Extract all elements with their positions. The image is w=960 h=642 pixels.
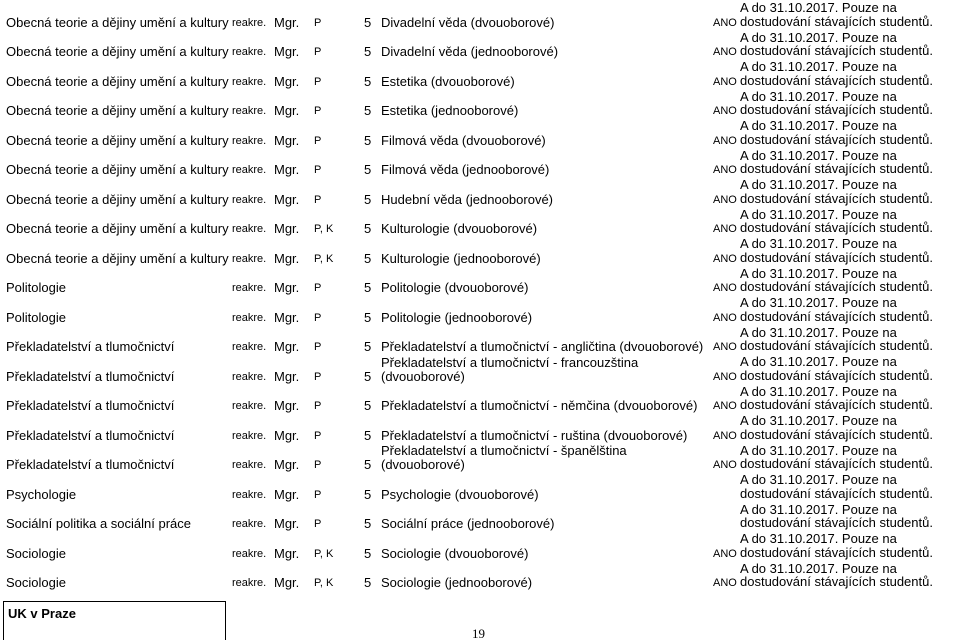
- specialization: Překladatelství a tlumočnictví - ruština (dvouoborové): [381, 427, 688, 443]
- approval-flag: ANO: [713, 459, 737, 471]
- study-type: P: [314, 16, 322, 29]
- study-type: P: [314, 488, 322, 501]
- degree: Mgr.: [274, 486, 300, 502]
- table-row: [0, 0, 960, 30]
- study-type: P: [314, 311, 322, 324]
- validity-note: A do 31.10.2017. Pouze na dostudování stávajících studentů.: [740, 324, 933, 353]
- table-row: [0, 472, 960, 502]
- degree: Mgr.: [274, 14, 300, 30]
- degree: Mgr.: [274, 368, 300, 384]
- approval-flag: ANO: [713, 193, 737, 206]
- field-of-study: [0, 59, 232, 89]
- field-of-study-text: Obecná teorie a dějiny umění a kultury: [6, 162, 229, 177]
- study-length: 5: [364, 44, 372, 59]
- validity-note: A do 31.10.2017. Pouze na dostudování stávajících studentů.: [740, 560, 933, 589]
- field-of-study: [0, 118, 232, 148]
- field-of-study: [0, 384, 232, 414]
- accreditation-form: reakre.: [232, 252, 267, 265]
- specialization: Překladatelství a tlumočnictví - francouzština (dvouoborové): [381, 354, 639, 384]
- field-of-study-text: Obecná teorie a dějiny umění a kultury: [6, 44, 229, 59]
- accreditation-form: reakre.: [232, 16, 267, 29]
- field-of-study: [0, 443, 232, 473]
- approval-flag: ANO: [713, 252, 737, 265]
- degree: Mgr.: [274, 545, 300, 561]
- study-length: 5: [364, 575, 372, 590]
- accreditation-form: reakre.: [232, 341, 267, 353]
- field-of-study: [0, 177, 232, 207]
- table-row: [0, 207, 960, 237]
- validity-note: A do 31.10.2017. Pouze na dostudování stávajících studentů.: [740, 147, 933, 176]
- approval-flag: ANO: [713, 429, 737, 442]
- accreditation-form: reakre.: [232, 518, 267, 530]
- study-length: 5: [364, 132, 372, 148]
- study-length: 5: [364, 545, 372, 561]
- field-of-study-text: Obecná teorie a dějiny umění a kultury: [6, 191, 229, 207]
- study-length: 5: [364, 221, 372, 236]
- approval-flag: ANO: [713, 282, 737, 294]
- accreditation-form: reakre.: [232, 577, 267, 589]
- approval-flag: ANO: [713, 134, 737, 147]
- study-type: P: [314, 370, 322, 383]
- specialization: Sociologie (dvouoborové): [381, 545, 529, 561]
- field-of-study-text: Sociální politika a sociální práce: [6, 516, 191, 531]
- degree: Mgr.: [274, 250, 300, 266]
- accreditation-form: reakre.: [232, 193, 267, 206]
- field-of-study-text: Překladatelství a tlumočnictví: [6, 427, 175, 443]
- validity-note: A do 31.10.2017. Pouze na dostudování stávajících studentů.: [740, 295, 933, 324]
- validity-note: A do 31.10.2017. Pouze na dostudování stávajících studentů.: [740, 206, 933, 235]
- study-type: P, K: [314, 577, 334, 589]
- approval-flag: ANO: [713, 370, 737, 383]
- accreditation-form: reakre.: [232, 282, 267, 294]
- validity-note: A do 31.10.2017. Pouze na dostudování stávajících studentů.: [740, 0, 933, 29]
- study-type: P: [314, 518, 322, 530]
- approval-flag: ANO: [713, 16, 737, 29]
- field-of-study: [0, 0, 232, 30]
- validity-note: A do 31.10.2017. Pouze na dostudování stávajících studentů.: [740, 354, 933, 383]
- table-row: [0, 531, 960, 561]
- validity-note: A do 31.10.2017. Pouze na dostudování stávajících studentů.: [740, 29, 933, 58]
- specialization: Překladatelství a tlumočnictví - španělština (dvouoborové): [381, 443, 627, 472]
- specialization: Hudební věda (jednooborové): [381, 191, 554, 207]
- table-row: [0, 59, 960, 89]
- table-row: [0, 354, 960, 384]
- specialization: Divadelní věda (jednooborové): [381, 44, 559, 59]
- accreditation-form: reakre.: [232, 46, 267, 58]
- accreditation-form: reakre.: [232, 223, 267, 235]
- study-type: P: [314, 341, 322, 353]
- degree: Mgr.: [274, 575, 300, 590]
- degree: Mgr.: [274, 398, 300, 413]
- study-type: P: [314, 459, 322, 471]
- accreditation-form: reakre.: [232, 459, 267, 471]
- table-row: [0, 325, 960, 355]
- approval-flag: ANO: [713, 75, 737, 88]
- validity-note: A do 31.10.2017. Pouze na dostudování stávajících studentů.: [740, 531, 933, 560]
- accreditation-form: reakre.: [232, 164, 267, 176]
- specialization: Sociální práce (jednooborové): [381, 516, 555, 531]
- specialization: Překladatelství a tlumočnictví - němčina (dvouoborové): [381, 398, 698, 413]
- validity-note: A do 31.10.2017. Pouze na dostudování stávajících studentů.: [740, 413, 933, 442]
- approval-flag: ANO: [713, 311, 737, 324]
- specialization: Kulturologie (dvouoborové): [381, 221, 538, 236]
- study-type: P: [314, 193, 322, 206]
- field-of-study-text: Překladatelství a tlumočnictví: [6, 457, 175, 472]
- specialization: Estetika (dvouoborové): [381, 73, 515, 89]
- degree: Mgr.: [274, 73, 300, 89]
- field-of-study-text: Sociologie: [6, 545, 66, 561]
- table-row: [0, 30, 960, 60]
- degree: Mgr.: [274, 221, 300, 236]
- approval-flag: ANO: [713, 577, 737, 589]
- validity-note: A do 31.10.2017. Pouze na dostudování stávajících studentů.: [740, 177, 933, 206]
- field-of-study-text: Obecná teorie a dějiny umění a kultury: [6, 73, 229, 89]
- specialization: Politologie (jednooborové): [381, 309, 533, 325]
- specialization: Překladatelství a tlumočnictví - angličtina (dvouoborové): [381, 339, 704, 354]
- table-row: [0, 236, 960, 266]
- table-row: [0, 266, 960, 296]
- field-of-study: [0, 531, 232, 561]
- study-length: 5: [364, 398, 372, 413]
- field-of-study: [0, 354, 232, 384]
- specialization: Sociologie (jednooborové): [381, 575, 533, 590]
- degree: Mgr.: [274, 103, 300, 118]
- field-of-study-text: Obecná teorie a dějiny umění a kultury: [6, 132, 229, 148]
- validity-note: A do 31.10.2017. Pouze na dostudování stávajících studentů.: [740, 501, 933, 530]
- table-row: [0, 177, 960, 207]
- field-of-study: [0, 325, 232, 355]
- accreditation-form: reakre.: [232, 75, 267, 88]
- accreditation-form: reakre.: [232, 547, 267, 560]
- table-row: [0, 443, 960, 473]
- study-type: P, K: [314, 547, 334, 560]
- field-of-study-text: Obecná teorie a dějiny umění a kultury: [6, 221, 229, 236]
- degree: Mgr.: [274, 132, 300, 148]
- field-of-study: [0, 30, 232, 60]
- field-of-study: [0, 561, 232, 591]
- study-type: P: [314, 134, 322, 147]
- field-of-study: [0, 472, 232, 502]
- table-row: [0, 561, 960, 591]
- study-type: P: [314, 400, 322, 412]
- page-number: 19: [472, 626, 485, 641]
- field-of-study: [0, 295, 232, 325]
- field-of-study-text: Překladatelství a tlumočnictví: [6, 368, 175, 384]
- study-length: 5: [364, 73, 372, 89]
- table-row: [0, 502, 960, 532]
- accreditation-form: reakre.: [232, 105, 267, 117]
- approval-flag: ANO: [713, 400, 737, 412]
- field-of-study-text: Politologie: [6, 309, 66, 325]
- university-box: [3, 601, 226, 640]
- degree: Mgr.: [274, 339, 300, 354]
- approval-flag: ANO: [713, 105, 737, 117]
- field-of-study-text: Sociologie: [6, 575, 66, 590]
- degree: Mgr.: [274, 516, 300, 531]
- study-length: 5: [364, 280, 372, 295]
- specialization: Psychologie (dvouoborové): [381, 486, 539, 502]
- degree: Mgr.: [274, 191, 300, 207]
- approval-flag: ANO: [713, 164, 737, 176]
- field-of-study: [0, 502, 232, 532]
- accreditation-form: reakre.: [232, 429, 267, 442]
- degree: Mgr.: [274, 162, 300, 177]
- table-row: [0, 384, 960, 414]
- table-row: [0, 295, 960, 325]
- study-length: 5: [364, 191, 372, 207]
- study-type: P: [314, 105, 322, 117]
- study-length: 5: [364, 486, 372, 502]
- validity-note: A do 31.10.2017. Pouze na dostudování stávajících studentů.: [740, 442, 933, 471]
- study-length: 5: [364, 103, 372, 118]
- degree: Mgr.: [274, 427, 300, 443]
- validity-note: A do 31.10.2017. Pouze na dostudování stávajících studentů.: [740, 118, 933, 147]
- degree: Mgr.: [274, 280, 300, 295]
- validity-note: A do 31.10.2017. Pouze na dostudování stávajících studentů.: [740, 265, 933, 294]
- specialization: Estetika (jednooborové): [381, 103, 519, 118]
- study-type: P: [314, 164, 322, 176]
- study-type: P: [314, 75, 322, 88]
- study-length: 5: [364, 427, 372, 443]
- field-of-study-text: Psychologie: [6, 486, 77, 502]
- specialization: Divadelní věda (dvouoborové): [381, 14, 555, 30]
- field-of-study: [0, 413, 232, 443]
- study-length: 5: [364, 14, 372, 30]
- table-row: [0, 89, 960, 119]
- field-of-study-text: Překladatelství a tlumočnictví: [6, 398, 175, 413]
- field-of-study-text: Obecná teorie a dějiny umění a kultury: [6, 103, 229, 118]
- accreditation-form: reakre.: [232, 370, 267, 383]
- accreditation-form: reakre.: [232, 311, 267, 324]
- study-length: 5: [364, 250, 372, 266]
- specialization: Filmová věda (jednooborové): [381, 162, 550, 177]
- approval-flag: ANO: [713, 547, 737, 560]
- accreditation-form: reakre.: [232, 400, 267, 412]
- approval-flag: ANO: [713, 341, 737, 353]
- study-length: 5: [364, 162, 372, 177]
- approval-flag: [713, 502, 740, 532]
- field-of-study-text: Překladatelství a tlumočnictví: [6, 339, 175, 354]
- study-type: P: [314, 46, 322, 58]
- field-of-study: [0, 148, 232, 178]
- table-row: [0, 148, 960, 178]
- study-length: 5: [364, 516, 372, 531]
- validity-note: A do 31.10.2017. Pouze na dostudování stávajících studentů.: [740, 88, 933, 117]
- field-of-study-text: Obecná teorie a dějiny umění a kultury: [6, 14, 229, 30]
- accreditation-form: reakre.: [232, 134, 267, 147]
- specialization: Kulturologie (jednooborové): [381, 250, 541, 266]
- study-type: P, K: [314, 223, 334, 235]
- study-type: P: [314, 282, 322, 294]
- degree: Mgr.: [274, 309, 300, 325]
- validity-note: A do 31.10.2017. Pouze na dostudování stávajících studentů.: [740, 59, 933, 88]
- degree: Mgr.: [274, 457, 300, 472]
- study-length: 5: [364, 368, 372, 384]
- validity-note: A do 31.10.2017. Pouze na dostudování stávajících studentů.: [740, 236, 933, 265]
- field-of-study: [0, 236, 232, 266]
- field-of-study-text: Obecná teorie a dějiny umění a kultury: [6, 250, 229, 266]
- university-label: UK v Praze: [8, 606, 76, 621]
- table-row: [0, 118, 960, 148]
- study-type: P: [314, 429, 322, 442]
- table-row: [0, 413, 960, 443]
- study-length: 5: [364, 339, 372, 354]
- degree: Mgr.: [274, 44, 300, 59]
- specialization: Filmová věda (dvouoborové): [381, 132, 546, 148]
- approval-flag: ANO: [713, 223, 737, 235]
- study-type: P, K: [314, 252, 334, 265]
- approval-flag: [713, 472, 740, 502]
- field-of-study: [0, 266, 232, 296]
- field-of-study: [0, 89, 232, 119]
- field-of-study-text: Politologie: [6, 280, 66, 295]
- specialization: Politologie (dvouoborové): [381, 280, 529, 295]
- accreditation-form: reakre.: [232, 488, 267, 501]
- study-length: 5: [364, 457, 372, 472]
- field-of-study: [0, 207, 232, 237]
- validity-note: A do 31.10.2017. Pouze na dostudování stávajících studentů.: [740, 472, 933, 501]
- approval-flag: ANO: [713, 46, 737, 58]
- validity-note: A do 31.10.2017. Pouze na dostudování stávajících studentů.: [740, 383, 933, 412]
- study-length: 5: [364, 309, 372, 325]
